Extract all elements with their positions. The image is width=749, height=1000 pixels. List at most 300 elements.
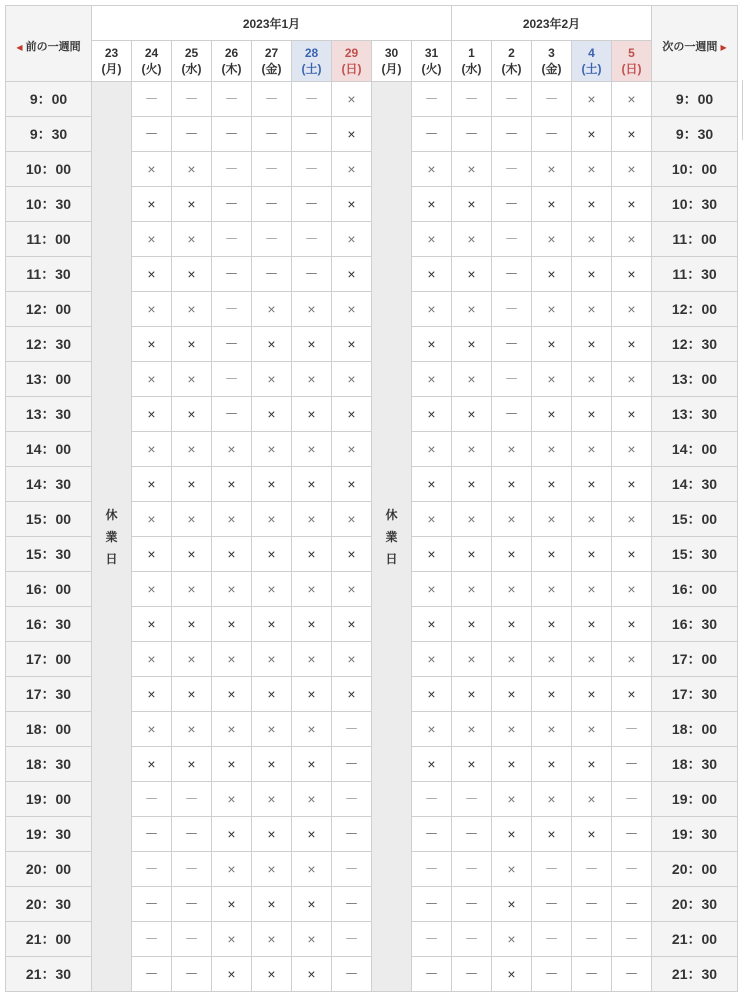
slot-cell[interactable]: × — [212, 467, 252, 502]
slot-cell[interactable]: × — [252, 327, 292, 362]
slot-cell[interactable]: × — [212, 677, 252, 712]
slot-cell[interactable]: － — [252, 222, 292, 257]
slot-cell[interactable]: － — [452, 817, 492, 852]
slot-cell[interactable]: × — [172, 222, 212, 257]
slot-cell[interactable]: － — [612, 852, 652, 887]
slot-cell[interactable]: － — [412, 82, 452, 117]
slot-cell[interactable]: － — [612, 712, 652, 747]
slot-cell[interactable]: × — [292, 922, 332, 957]
slot-cell[interactable]: × — [492, 747, 532, 782]
slot-cell[interactable]: × — [252, 397, 292, 432]
slot-cell[interactable]: × — [252, 502, 292, 537]
slot-cell[interactable]: × — [452, 152, 492, 187]
slot-cell[interactable]: × — [292, 467, 332, 502]
slot-cell[interactable]: × — [532, 747, 572, 782]
slot-cell[interactable]: － — [412, 782, 452, 817]
slot-cell[interactable]: × — [532, 397, 572, 432]
slot-cell[interactable]: － — [492, 292, 532, 327]
slot-cell[interactable]: × — [452, 537, 492, 572]
slot-cell[interactable]: － — [332, 817, 372, 852]
slot-cell[interactable]: － — [532, 852, 572, 887]
slot-cell[interactable]: × — [412, 187, 452, 222]
slot-cell[interactable]: × — [532, 327, 572, 362]
slot-cell[interactable]: × — [612, 642, 652, 677]
slot-cell[interactable]: × — [252, 362, 292, 397]
slot-cell[interactable]: × — [572, 747, 612, 782]
slot-cell[interactable]: × — [172, 502, 212, 537]
slot-cell[interactable]: × — [172, 607, 212, 642]
slot-cell[interactable]: － — [412, 817, 452, 852]
slot-cell[interactable]: － — [492, 257, 532, 292]
slot-cell[interactable]: × — [212, 817, 252, 852]
slot-cell[interactable]: × — [172, 572, 212, 607]
slot-cell[interactable]: × — [212, 782, 252, 817]
slot-cell[interactable]: × — [532, 362, 572, 397]
slot-cell[interactable]: × — [132, 257, 172, 292]
slot-cell[interactable]: × — [532, 607, 572, 642]
slot-cell[interactable]: － — [532, 82, 572, 117]
slot-cell[interactable]: × — [332, 187, 372, 222]
slot-cell[interactable]: － — [292, 187, 332, 222]
slot-cell[interactable]: × — [132, 292, 172, 327]
slot-cell[interactable]: × — [452, 502, 492, 537]
slot-cell[interactable]: － — [132, 887, 172, 922]
slot-cell[interactable]: × — [612, 152, 652, 187]
slot-cell[interactable]: × — [612, 467, 652, 502]
slot-cell[interactable]: － — [172, 887, 212, 922]
slot-cell[interactable]: × — [492, 957, 532, 992]
slot-cell[interactable]: － — [492, 117, 532, 152]
slot-cell[interactable]: × — [452, 712, 492, 747]
slot-cell[interactable]: × — [572, 117, 612, 152]
slot-cell[interactable]: － — [172, 957, 212, 992]
slot-cell[interactable]: × — [292, 292, 332, 327]
slot-cell[interactable]: × — [492, 782, 532, 817]
slot-cell[interactable]: × — [572, 537, 612, 572]
slot-cell[interactable]: × — [332, 327, 372, 362]
slot-cell[interactable]: × — [532, 537, 572, 572]
slot-cell[interactable]: － — [212, 117, 252, 152]
slot-cell[interactable]: － — [132, 117, 172, 152]
slot-cell[interactable]: × — [572, 362, 612, 397]
slot-cell[interactable]: × — [292, 572, 332, 607]
slot-cell[interactable]: × — [572, 712, 612, 747]
slot-cell[interactable]: × — [252, 817, 292, 852]
slot-cell[interactable]: × — [452, 292, 492, 327]
slot-cell[interactable]: × — [332, 432, 372, 467]
slot-cell[interactable]: × — [212, 852, 252, 887]
slot-cell[interactable]: × — [532, 292, 572, 327]
slot-cell[interactable]: × — [252, 537, 292, 572]
slot-cell[interactable]: × — [132, 362, 172, 397]
slot-cell[interactable]: × — [452, 747, 492, 782]
slot-cell[interactable]: － — [492, 362, 532, 397]
slot-cell[interactable]: × — [132, 712, 172, 747]
slot-cell[interactable]: － — [172, 922, 212, 957]
slot-cell[interactable]: × — [332, 537, 372, 572]
slot-cell[interactable]: × — [292, 397, 332, 432]
slot-cell[interactable]: × — [452, 187, 492, 222]
slot-cell[interactable]: × — [452, 677, 492, 712]
slot-cell[interactable]: × — [452, 327, 492, 362]
slot-cell[interactable]: － — [332, 852, 372, 887]
slot-cell[interactable]: × — [132, 187, 172, 222]
slot-cell[interactable]: × — [612, 292, 652, 327]
slot-cell[interactable]: － — [532, 117, 572, 152]
slot-cell[interactable]: × — [532, 677, 572, 712]
slot-cell[interactable]: × — [332, 82, 372, 117]
slot-cell[interactable]: － — [332, 922, 372, 957]
slot-cell[interactable]: × — [452, 572, 492, 607]
slot-cell[interactable]: × — [452, 257, 492, 292]
slot-cell[interactable]: × — [212, 642, 252, 677]
slot-cell[interactable]: × — [532, 502, 572, 537]
slot-cell[interactable]: － — [332, 782, 372, 817]
slot-cell[interactable]: － — [452, 117, 492, 152]
slot-cell[interactable]: × — [252, 782, 292, 817]
slot-cell[interactable]: × — [292, 887, 332, 922]
slot-cell[interactable]: － — [532, 922, 572, 957]
slot-cell[interactable]: － — [172, 852, 212, 887]
slot-cell[interactable]: － — [412, 852, 452, 887]
slot-cell[interactable]: － — [452, 852, 492, 887]
slot-cell[interactable]: × — [412, 607, 452, 642]
slot-cell[interactable]: － — [252, 187, 292, 222]
slot-cell[interactable]: － — [612, 747, 652, 782]
slot-cell[interactable]: × — [452, 397, 492, 432]
slot-cell[interactable]: － — [452, 782, 492, 817]
slot-cell[interactable]: × — [292, 817, 332, 852]
slot-cell[interactable]: × — [572, 502, 612, 537]
slot-cell[interactable]: × — [172, 537, 212, 572]
slot-cell[interactable]: × — [492, 607, 532, 642]
slot-cell[interactable]: × — [492, 852, 532, 887]
slot-cell[interactable]: × — [172, 712, 212, 747]
slot-cell[interactable]: － — [492, 187, 532, 222]
slot-cell[interactable]: － — [492, 82, 532, 117]
slot-cell[interactable]: × — [612, 222, 652, 257]
slot-cell[interactable]: － — [212, 82, 252, 117]
slot-cell[interactable]: × — [492, 677, 532, 712]
slot-cell[interactable]: × — [412, 642, 452, 677]
slot-cell[interactable]: × — [172, 292, 212, 327]
slot-cell[interactable]: － — [292, 117, 332, 152]
slot-cell[interactable]: － — [452, 957, 492, 992]
slot-cell[interactable]: × — [252, 887, 292, 922]
slot-cell[interactable]: － — [212, 187, 252, 222]
slot-cell[interactable]: × — [492, 537, 532, 572]
slot-cell[interactable]: × — [172, 397, 212, 432]
slot-cell[interactable]: × — [172, 642, 212, 677]
slot-cell[interactable]: × — [612, 432, 652, 467]
slot-cell[interactable]: × — [292, 712, 332, 747]
slot-cell[interactable]: × — [452, 222, 492, 257]
slot-cell[interactable]: × — [172, 152, 212, 187]
slot-cell[interactable]: × — [572, 677, 612, 712]
slot-cell[interactable]: × — [572, 607, 612, 642]
slot-cell[interactable]: － — [532, 957, 572, 992]
slot-cell[interactable]: × — [572, 187, 612, 222]
slot-cell[interactable]: × — [492, 572, 532, 607]
slot-cell[interactable]: × — [132, 467, 172, 502]
slot-cell[interactable]: × — [612, 607, 652, 642]
slot-cell[interactable]: × — [412, 712, 452, 747]
slot-cell[interactable]: × — [332, 292, 372, 327]
slot-cell[interactable]: × — [492, 467, 532, 502]
slot-cell[interactable]: × — [332, 222, 372, 257]
slot-cell[interactable]: × — [132, 152, 172, 187]
slot-cell[interactable]: × — [412, 432, 452, 467]
slot-cell[interactable]: － — [292, 222, 332, 257]
slot-cell[interactable]: × — [292, 327, 332, 362]
slot-cell[interactable]: × — [252, 957, 292, 992]
slot-cell[interactable]: × — [132, 502, 172, 537]
slot-cell[interactable]: × — [572, 467, 612, 502]
slot-cell[interactable]: － — [252, 117, 292, 152]
slot-cell[interactable]: × — [412, 152, 452, 187]
slot-cell[interactable]: × — [532, 572, 572, 607]
slot-cell[interactable]: × — [572, 292, 612, 327]
slot-cell[interactable]: － — [132, 817, 172, 852]
slot-cell[interactable]: － — [572, 887, 612, 922]
slot-cell[interactable]: － — [292, 82, 332, 117]
slot-cell[interactable]: × — [172, 467, 212, 502]
slot-cell[interactable]: × — [212, 712, 252, 747]
slot-cell[interactable]: － — [252, 257, 292, 292]
slot-cell[interactable]: － — [572, 852, 612, 887]
slot-cell[interactable]: × — [292, 502, 332, 537]
slot-cell[interactable]: × — [292, 852, 332, 887]
slot-cell[interactable]: － — [612, 782, 652, 817]
slot-cell[interactable]: × — [612, 397, 652, 432]
next-week-button[interactable] — [652, 6, 738, 82]
slot-cell[interactable]: － — [172, 817, 212, 852]
slot-cell[interactable]: × — [532, 712, 572, 747]
slot-cell[interactable]: × — [132, 222, 172, 257]
slot-cell[interactable]: × — [412, 397, 452, 432]
slot-cell[interactable]: × — [332, 257, 372, 292]
slot-cell[interactable]: － — [292, 152, 332, 187]
slot-cell[interactable]: － — [212, 292, 252, 327]
slot-cell[interactable]: × — [452, 467, 492, 502]
slot-cell[interactable]: － — [132, 782, 172, 817]
slot-cell[interactable]: × — [132, 642, 172, 677]
slot-cell[interactable]: × — [292, 677, 332, 712]
slot-cell[interactable]: － — [412, 117, 452, 152]
slot-cell[interactable]: － — [212, 397, 252, 432]
slot-cell[interactable]: × — [612, 82, 652, 117]
slot-cell[interactable]: × — [172, 187, 212, 222]
slot-cell[interactable]: × — [572, 642, 612, 677]
slot-cell[interactable]: × — [532, 152, 572, 187]
slot-cell[interactable]: × — [452, 642, 492, 677]
slot-cell[interactable]: × — [412, 362, 452, 397]
slot-cell[interactable]: × — [572, 432, 612, 467]
slot-cell[interactable]: × — [532, 432, 572, 467]
slot-cell[interactable]: × — [172, 327, 212, 362]
slot-cell[interactable]: － — [172, 782, 212, 817]
slot-cell[interactable]: × — [412, 292, 452, 327]
slot-cell[interactable]: × — [332, 607, 372, 642]
slot-cell[interactable]: × — [412, 257, 452, 292]
slot-cell[interactable]: × — [412, 502, 452, 537]
slot-cell[interactable]: × — [412, 747, 452, 782]
slot-cell[interactable]: － — [132, 82, 172, 117]
slot-cell[interactable]: × — [332, 397, 372, 432]
slot-cell[interactable]: × — [612, 537, 652, 572]
slot-cell[interactable]: × — [332, 677, 372, 712]
slot-cell[interactable]: × — [212, 432, 252, 467]
slot-cell[interactable]: － — [332, 957, 372, 992]
slot-cell[interactable]: × — [532, 187, 572, 222]
slot-cell[interactable]: × — [612, 257, 652, 292]
slot-cell[interactable]: × — [132, 327, 172, 362]
slot-cell[interactable]: － — [532, 887, 572, 922]
slot-cell[interactable]: × — [572, 82, 612, 117]
slot-cell[interactable]: － — [172, 82, 212, 117]
slot-cell[interactable]: × — [612, 572, 652, 607]
slot-cell[interactable]: × — [532, 222, 572, 257]
slot-cell[interactable]: × — [292, 362, 332, 397]
slot-cell[interactable]: × — [412, 677, 452, 712]
slot-cell[interactable]: × — [572, 257, 612, 292]
slot-cell[interactable]: × — [452, 607, 492, 642]
slot-cell[interactable]: × — [132, 607, 172, 642]
slot-cell[interactable]: × — [212, 502, 252, 537]
slot-cell[interactable]: × — [532, 467, 572, 502]
slot-cell[interactable]: × — [252, 467, 292, 502]
slot-cell[interactable]: × — [612, 502, 652, 537]
slot-cell[interactable]: × — [252, 712, 292, 747]
slot-cell[interactable]: × — [492, 922, 532, 957]
slot-cell[interactable]: － — [412, 957, 452, 992]
slot-cell[interactable]: × — [132, 537, 172, 572]
slot-cell[interactable]: × — [212, 747, 252, 782]
slot-cell[interactable]: × — [292, 642, 332, 677]
slot-cell[interactable]: × — [252, 642, 292, 677]
slot-cell[interactable]: － — [492, 327, 532, 362]
slot-cell[interactable]: － — [612, 957, 652, 992]
slot-cell[interactable]: × — [452, 362, 492, 397]
slot-cell[interactable]: × — [132, 677, 172, 712]
slot-cell[interactable]: × — [252, 852, 292, 887]
slot-cell[interactable]: × — [132, 747, 172, 782]
slot-cell[interactable]: － — [332, 712, 372, 747]
slot-cell[interactable]: × — [292, 537, 332, 572]
slot-cell[interactable]: × — [492, 712, 532, 747]
slot-cell[interactable]: × — [212, 922, 252, 957]
slot-cell[interactable]: － — [172, 117, 212, 152]
slot-cell[interactable]: － — [212, 222, 252, 257]
slot-cell[interactable]: × — [252, 922, 292, 957]
slot-cell[interactable]: × — [292, 432, 332, 467]
slot-cell[interactable]: × — [212, 887, 252, 922]
slot-cell[interactable]: － — [452, 887, 492, 922]
slot-cell[interactable]: × — [332, 572, 372, 607]
slot-cell[interactable]: － — [132, 852, 172, 887]
slot-cell[interactable]: － — [412, 887, 452, 922]
slot-cell[interactable]: × — [172, 432, 212, 467]
slot-cell[interactable]: × — [572, 782, 612, 817]
slot-cell[interactable]: － — [612, 887, 652, 922]
slot-cell[interactable]: × — [252, 607, 292, 642]
slot-cell[interactable]: × — [132, 432, 172, 467]
slot-cell[interactable]: × — [252, 572, 292, 607]
slot-cell[interactable]: × — [212, 537, 252, 572]
slot-cell[interactable]: × — [412, 467, 452, 502]
slot-cell[interactable]: － — [212, 327, 252, 362]
slot-cell[interactable]: × — [132, 397, 172, 432]
slot-cell[interactable]: × — [252, 432, 292, 467]
slot-cell[interactable]: － — [332, 747, 372, 782]
slot-cell[interactable]: － — [452, 922, 492, 957]
slot-cell[interactable]: × — [452, 432, 492, 467]
slot-cell[interactable]: × — [252, 747, 292, 782]
slot-cell[interactable]: × — [492, 642, 532, 677]
slot-cell[interactable]: × — [492, 432, 532, 467]
slot-cell[interactable]: － — [132, 957, 172, 992]
slot-cell[interactable]: × — [172, 362, 212, 397]
slot-cell[interactable]: × — [572, 152, 612, 187]
slot-cell[interactable]: － — [332, 887, 372, 922]
slot-cell[interactable]: － — [492, 397, 532, 432]
slot-cell[interactable]: × — [532, 782, 572, 817]
slot-cell[interactable]: × — [572, 572, 612, 607]
slot-cell[interactable]: × — [492, 887, 532, 922]
slot-cell[interactable]: × — [492, 502, 532, 537]
slot-cell[interactable]: × — [332, 642, 372, 677]
slot-cell[interactable]: × — [212, 607, 252, 642]
slot-cell[interactable]: × — [252, 677, 292, 712]
slot-cell[interactable]: × — [292, 747, 332, 782]
slot-cell[interactable]: × — [572, 327, 612, 362]
slot-cell[interactable]: － — [492, 222, 532, 257]
slot-cell[interactable]: × — [612, 327, 652, 362]
slot-cell[interactable]: × — [612, 362, 652, 397]
slot-cell[interactable]: － — [252, 82, 292, 117]
slot-cell[interactable]: － — [212, 257, 252, 292]
slot-cell[interactable]: × — [532, 257, 572, 292]
slot-cell[interactable]: × — [332, 117, 372, 152]
slot-cell[interactable]: × — [572, 817, 612, 852]
slot-cell[interactable]: × — [212, 957, 252, 992]
slot-cell[interactable]: × — [492, 817, 532, 852]
slot-cell[interactable]: × — [332, 502, 372, 537]
slot-cell[interactable]: － — [572, 957, 612, 992]
slot-cell[interactable]: － — [212, 362, 252, 397]
slot-cell[interactable]: － — [412, 922, 452, 957]
slot-cell[interactable]: － — [252, 152, 292, 187]
slot-cell[interactable]: × — [332, 362, 372, 397]
slot-cell[interactable]: × — [172, 747, 212, 782]
slot-cell[interactable]: － — [612, 922, 652, 957]
slot-cell[interactable]: × — [172, 677, 212, 712]
slot-cell[interactable]: × — [332, 467, 372, 502]
slot-cell[interactable]: × — [572, 397, 612, 432]
slot-cell[interactable]: × — [612, 677, 652, 712]
slot-cell[interactable]: － — [492, 152, 532, 187]
slot-cell[interactable]: × — [292, 782, 332, 817]
slot-cell[interactable]: － — [292, 257, 332, 292]
slot-cell[interactable]: × — [412, 537, 452, 572]
slot-cell[interactable]: × — [612, 117, 652, 152]
slot-cell[interactable]: × — [532, 817, 572, 852]
prev-week-button[interactable] — [6, 6, 92, 82]
slot-cell[interactable]: － — [612, 817, 652, 852]
slot-cell[interactable]: × — [532, 642, 572, 677]
slot-cell[interactable]: × — [212, 572, 252, 607]
slot-cell[interactable]: × — [612, 187, 652, 222]
